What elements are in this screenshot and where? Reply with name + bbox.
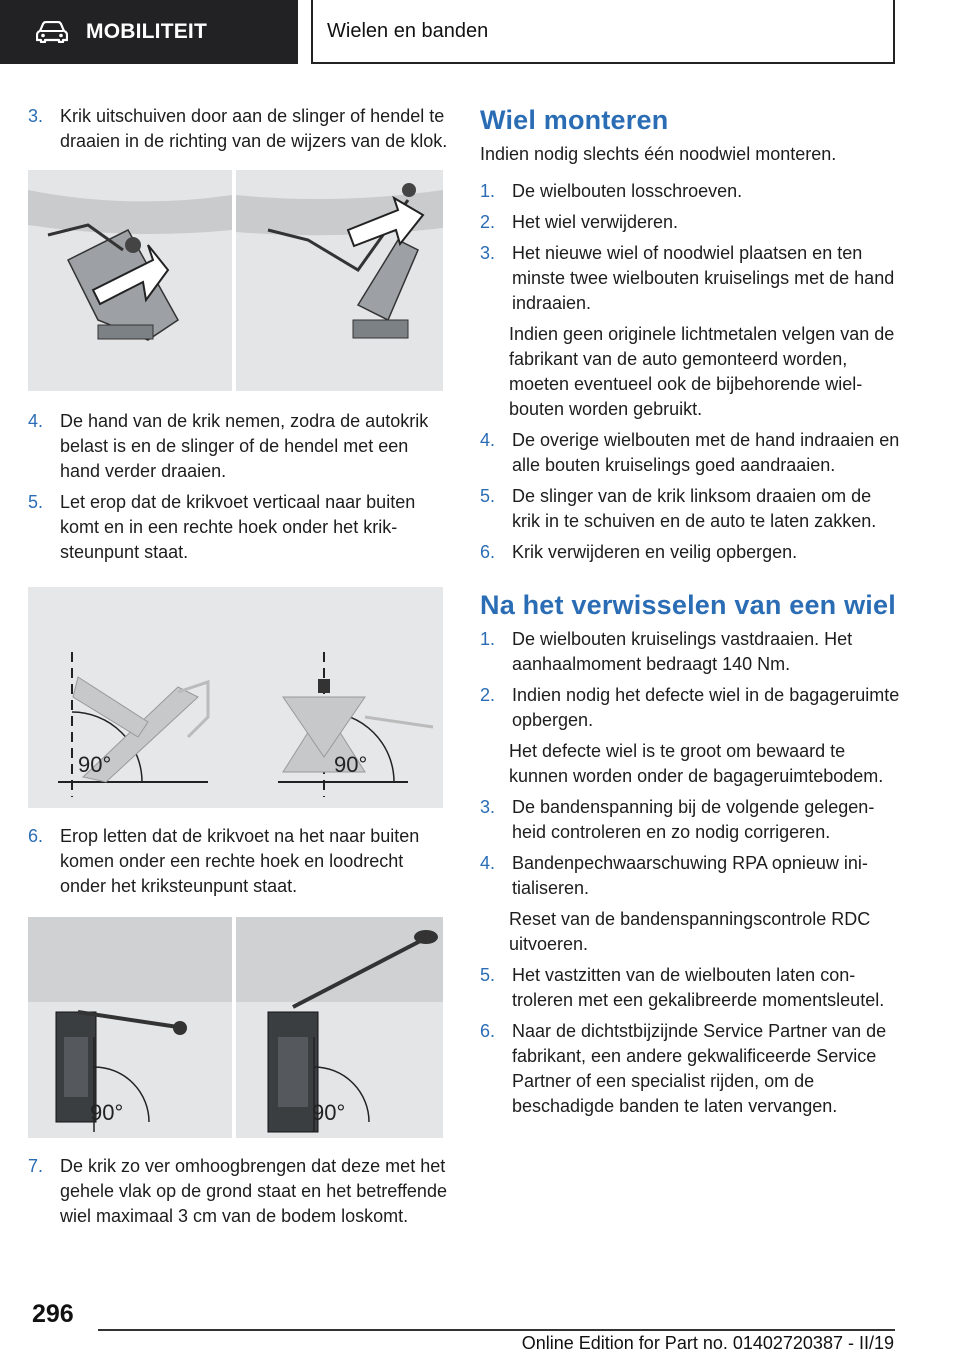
jack-crank-figure <box>28 170 443 391</box>
left-column <box>28 104 448 1229</box>
step-item <box>28 409 448 484</box>
step-item <box>28 104 448 154</box>
step-note: Reset van de bandenspanningscontrole RDC uitvoeren. <box>509 909 871 954</box>
step-text: Het nieuwe wiel of noodwiel plaatsen en ten minste twee wielbouten kruiselings met de hand indraaien. <box>512 243 895 313</box>
step-number: 6. <box>28 826 44 846</box>
step-number: 2. <box>480 685 496 705</box>
step-number: 3. <box>480 243 496 263</box>
section-tab[interactable] <box>0 0 298 64</box>
step-item <box>28 824 448 899</box>
angle-label: 90° <box>78 752 112 777</box>
step-number: 6. <box>480 1021 496 1041</box>
step-item <box>480 963 900 1013</box>
step-number: 3. <box>480 797 496 817</box>
step-text: Krik verwijderen en veilig opbergen. <box>512 542 798 562</box>
step-number: 4. <box>28 411 44 431</box>
step-text: De wielbouten kruiselings vastdraaien. Het aanhaalmoment bedraagt 140 Nm. <box>512 629 853 674</box>
step-text: Het wiel verwijderen. <box>512 212 679 232</box>
step-text: De bandenspanning bij de volgende gelegenheid controleren en zo nodig corrigeren. <box>512 797 875 842</box>
step-text: Indien nodig het defecte wiel in de bagageruimte opbergen. <box>512 685 900 730</box>
step-note: Indien geen originele lichtmetalen velgen van de fabrikant van de auto gemonteerd worden, moeten eventueel ook de bijbehorende wielbouten worden gebruikt. <box>509 324 895 419</box>
jack-ground-figure <box>28 917 443 1138</box>
footer-divider <box>98 1329 895 1331</box>
step-number: 5. <box>480 965 496 985</box>
chapter-header <box>311 0 895 64</box>
jack-angle-figure <box>28 587 443 808</box>
step-text: De slinger van de krik linksom draaien om de krik in te schuiven en de auto te laten zakken. <box>512 486 877 531</box>
step-text: Let erop dat de krikvoet verticaal naar buiten komt en in een rechte hoek onder het kriksteunpunt staat. <box>60 492 416 562</box>
step-number: 1. <box>480 181 496 201</box>
step-number: 4. <box>480 430 496 450</box>
step-note: Het defecte wiel is te groot om bewaard te kunnen worden onder de bagageruimtebodem. <box>509 741 884 786</box>
step-text: De wielbouten losschroeven. <box>512 181 743 201</box>
step-item <box>480 428 900 478</box>
step-text: De overige wielbouten met de hand indraaien en alle bouten kruiselings goed aandraaien. <box>512 430 900 475</box>
angle-label: 90° <box>90 1100 124 1125</box>
step-text: Krik uitschuiven door aan de slinger of hendel te draaien in de richting van de wijzers van de klok. <box>60 106 448 151</box>
step-text: Bandenpechwaarschuwing RPA opnieuw initialiseren. <box>512 853 868 898</box>
step-item <box>28 1154 448 1229</box>
section-intro: Indien nodig slechts één noodwiel monteren. <box>480 144 837 164</box>
section-heading-na-verwisselen: Na het verwisselen van een wiel <box>480 590 896 620</box>
step-item <box>480 627 900 677</box>
step-item <box>28 490 448 565</box>
page-number: 296 <box>32 1300 74 1328</box>
edition-text: Online Edition for Part no. 01402720387 - II/19 <box>521 1333 894 1353</box>
step-item <box>480 1019 900 1119</box>
step-text: Naar de dichtstbijzijnde Service Partner van de fabrikant, een andere gekwalificeerde Service Partner of een specialist rijden, om de beschadigde banden te laten vervangen. <box>512 1021 887 1116</box>
chapter-title: Wielen en banden <box>327 19 489 42</box>
step-item <box>480 484 900 534</box>
step-item <box>480 851 900 901</box>
car-icon <box>36 21 68 43</box>
step-item <box>480 210 900 235</box>
angle-label: 90° <box>312 1100 346 1125</box>
step-number: 1. <box>480 629 496 649</box>
angle-label: 90° <box>334 752 368 777</box>
step-number: 7. <box>28 1156 44 1176</box>
step-number: 2. <box>480 212 496 232</box>
step-number: 3. <box>28 106 44 126</box>
step-text: Erop letten dat de krikvoet na het naar buiten komen onder een rechte hoek en loodrecht onder het kriksteunpunt staat. <box>60 826 420 896</box>
step-number: 6. <box>480 542 496 562</box>
step-item <box>480 540 900 565</box>
step-number: 4. <box>480 853 496 873</box>
step-item <box>480 241 900 316</box>
step-number: 5. <box>480 486 496 506</box>
step-item <box>480 795 900 845</box>
step-item <box>480 683 900 733</box>
section-heading-wiel-monteren: Wiel monteren <box>480 105 669 135</box>
step-number: 5. <box>28 492 44 512</box>
step-text: De krik zo ver omhoogbrengen dat deze met het gehele vlak op de grond staat en het betreffende wiel maximaal 3 cm van de bodem loskomt. <box>60 1156 447 1226</box>
step-text: Het vastzitten van de wielbouten laten controleren met een gekalibreerde momentsleutel. <box>512 965 885 1010</box>
right-column <box>480 104 900 1119</box>
section-title: MOBILITEIT <box>86 20 207 43</box>
step-text: De hand van de krik nemen, zodra de autokrik belast is en de slinger of de hendel met een hand verder draaien. <box>60 411 429 481</box>
step-item <box>480 179 900 204</box>
